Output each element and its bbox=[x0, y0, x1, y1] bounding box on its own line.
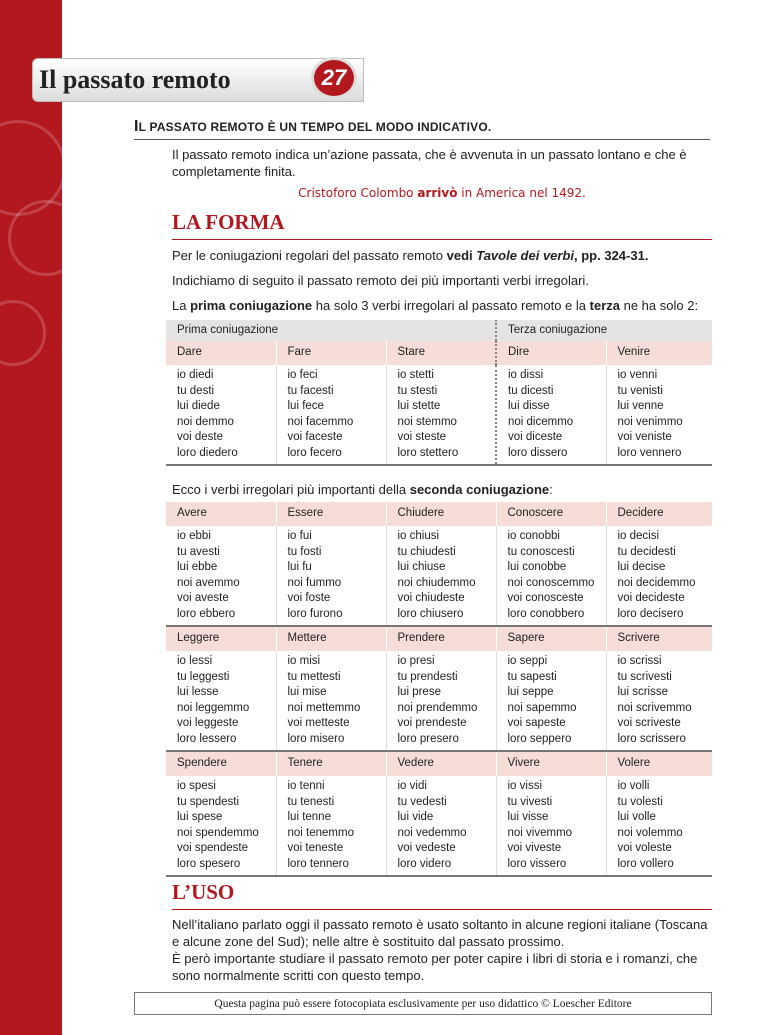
verb-form: loro vissero bbox=[507, 857, 567, 870]
footer-text: Questa pagina può essere fotocopiata esclusivamente per uso didattico © Loescher Editore bbox=[214, 997, 632, 1010]
verb-form: io feci bbox=[287, 369, 318, 381]
verb-forms-cell bbox=[606, 776, 712, 876]
verb-form: lui lesse bbox=[177, 686, 219, 698]
verb-form: tu scrivesti bbox=[617, 670, 672, 683]
verb-form: tu decidesti bbox=[617, 545, 676, 558]
p1-ref-title: Tavole dei verbi bbox=[476, 248, 575, 263]
verb-form: io vissi bbox=[507, 780, 543, 792]
verb-name: Decidere bbox=[606, 502, 712, 526]
verb-form: tu spendesti bbox=[177, 795, 240, 808]
verb-name: Vedere bbox=[386, 751, 496, 776]
verb-form: loro ebbero bbox=[177, 607, 236, 620]
verb-form: lui chiuse bbox=[397, 561, 446, 573]
intro-text: Il passato remoto indica un’azione passata, che è avvenuta in un passato lontano e che è completamente finita. bbox=[172, 147, 687, 179]
verb-form: tu volesti bbox=[617, 795, 663, 808]
verb-form: io misi bbox=[287, 655, 321, 667]
verb-form: lui tenne bbox=[287, 811, 331, 823]
verb-name: Scrivere bbox=[606, 626, 712, 651]
verb-forms-cell bbox=[386, 651, 496, 751]
verb-form: io dissi bbox=[508, 369, 544, 381]
verb-forms-row bbox=[166, 526, 712, 626]
verb-forms-cell bbox=[166, 365, 276, 465]
chapter-badge: 27 bbox=[314, 60, 354, 96]
verb-form: voi aveste bbox=[177, 592, 229, 604]
p1-ref: vedi bbox=[446, 248, 477, 263]
verb-form: voi deste bbox=[177, 431, 224, 443]
verb-form: loro vennero bbox=[617, 446, 682, 459]
verb-form: noi facemmo bbox=[287, 415, 354, 428]
verb-form: voi prendeste bbox=[397, 717, 467, 729]
verb-form: tu chiudesti bbox=[397, 545, 456, 558]
verb-form: loro diedero bbox=[177, 446, 238, 459]
verb-form: noi conoscemmo bbox=[507, 576, 595, 589]
group-first: Prima coniugazione bbox=[166, 320, 496, 341]
verb-name: Mettere bbox=[276, 626, 386, 651]
verb-form: tu leggesti bbox=[177, 670, 230, 683]
verb-form: voi sapeste bbox=[507, 717, 566, 729]
seconda-c: : bbox=[549, 482, 553, 497]
verb-form: tu vivesti bbox=[507, 795, 553, 808]
forma-p2: Indichiamo di seguito il passato remoto dei più importanti verbi irregolari. bbox=[172, 273, 589, 288]
verb-name: Prendere bbox=[386, 626, 496, 651]
p1-ref-pages: , pp. 324-31. bbox=[574, 248, 649, 263]
verb-form: noi sapemmo bbox=[507, 701, 577, 714]
verb-form: loro scrissero bbox=[617, 732, 686, 745]
intro-heading bbox=[134, 118, 710, 140]
decorative-ring bbox=[8, 200, 84, 276]
verb-form: noi vedemmo bbox=[397, 826, 467, 839]
forma-p1 bbox=[172, 247, 712, 264]
verb-form: io seppi bbox=[507, 655, 548, 667]
verb-form: voi leggeste bbox=[177, 717, 239, 729]
verb-form: voi scriveste bbox=[617, 717, 681, 729]
verb-form: loro videro bbox=[397, 857, 452, 870]
verb-header-row bbox=[166, 626, 712, 651]
seconda-intro bbox=[172, 481, 712, 498]
verb-forms-cell bbox=[496, 365, 606, 465]
verb-form: tu dicesti bbox=[508, 384, 554, 397]
verb-name: Venire bbox=[606, 341, 712, 365]
p1-text: Per le coniugazioni regolari del passato remoto bbox=[172, 248, 447, 263]
verb-form: loro conobbero bbox=[507, 607, 585, 620]
verb-form: lui spese bbox=[177, 811, 223, 823]
verb-form: noi spendemmo bbox=[177, 826, 259, 839]
verb-form: noi volemmo bbox=[617, 826, 683, 839]
verb-form: lui vide bbox=[397, 811, 434, 823]
verb-forms-cell bbox=[386, 776, 496, 876]
section-title-uso: L’USO bbox=[172, 880, 235, 904]
verb-form: lui stette bbox=[397, 400, 441, 412]
verb-name: Volere bbox=[606, 751, 712, 776]
verb-form: lui venne bbox=[617, 400, 664, 412]
example-sentence bbox=[172, 186, 712, 200]
side-band bbox=[0, 0, 62, 1035]
verb-form: io ebbi bbox=[177, 530, 211, 542]
verb-name: Spendere bbox=[166, 751, 276, 776]
verb-form: loro seppero bbox=[507, 732, 572, 745]
verb-form: tu tenesti bbox=[287, 795, 335, 808]
verb-form: loro misero bbox=[287, 732, 345, 745]
verb-forms-cell bbox=[496, 526, 606, 626]
verb-form: voi faceste bbox=[287, 431, 343, 443]
verb-forms-cell bbox=[166, 526, 276, 626]
verb-form: io scrissi bbox=[617, 655, 662, 667]
verb-form: noi leggemmo bbox=[177, 701, 250, 714]
verb-name: Fare bbox=[276, 341, 386, 365]
verb-forms-cell bbox=[606, 651, 712, 751]
verb-forms-row bbox=[166, 651, 712, 751]
verb-form: tu stesti bbox=[397, 384, 438, 397]
verb-form: noi avemmo bbox=[177, 576, 240, 589]
verb-form: noi vivemmo bbox=[507, 826, 573, 839]
verb-form: lui fece bbox=[287, 400, 324, 412]
verb-form: lui mise bbox=[287, 686, 327, 698]
verb-form: voi conosceste bbox=[507, 592, 584, 604]
group-row bbox=[166, 320, 712, 341]
verb-form: loro fecero bbox=[287, 446, 342, 459]
verb-name: Dare bbox=[166, 341, 276, 365]
decorative-ring bbox=[0, 300, 46, 366]
verb-form: noi decidemmo bbox=[617, 576, 696, 589]
verb-form: io spesi bbox=[177, 780, 216, 792]
verb-form: lui fu bbox=[287, 561, 312, 573]
verbs-table-2 bbox=[166, 502, 712, 877]
verb-form: io tenni bbox=[287, 780, 325, 792]
verb-form: io volli bbox=[617, 780, 650, 792]
verb-form: voi chiudeste bbox=[397, 592, 465, 604]
verb-form: lui seppe bbox=[507, 686, 554, 698]
verb-form: tu avesti bbox=[177, 545, 220, 558]
verb-forms-cell bbox=[276, 651, 386, 751]
section-rule bbox=[172, 909, 712, 910]
verb-form: voi viveste bbox=[507, 842, 562, 854]
example-verb: arrivò bbox=[417, 186, 458, 200]
verb-form: tu sapesti bbox=[507, 670, 557, 683]
verb-form: lui volle bbox=[617, 811, 656, 823]
verb-form: lui ebbe bbox=[177, 561, 218, 573]
verb-header-row bbox=[166, 502, 712, 526]
example-after: in America nel 1492. bbox=[457, 186, 586, 200]
verb-forms-cell bbox=[166, 651, 276, 751]
verb-form: tu venisti bbox=[617, 384, 663, 397]
verb-form: voi diceste bbox=[508, 431, 563, 443]
p3-a: La bbox=[172, 298, 191, 313]
verb-form: voi decideste bbox=[617, 592, 685, 604]
verb-form: lui disse bbox=[508, 400, 550, 412]
p3-d: terza bbox=[589, 298, 620, 313]
uso-p2: È però importante studiare il passato remoto per poter capire i libri di storia e i romanzi, che sono normalmente scritti con questo tempo. bbox=[172, 951, 698, 983]
verb-name: Vivere bbox=[496, 751, 606, 776]
verb-forms-cell bbox=[606, 526, 712, 626]
verb-form: noi fummo bbox=[287, 576, 342, 589]
verb-forms-cell bbox=[496, 651, 606, 751]
verb-form: loro tennero bbox=[287, 857, 349, 870]
verb-form: tu facesti bbox=[287, 384, 334, 397]
verb-form: io decisi bbox=[617, 530, 660, 542]
verb-form: noi venimmo bbox=[617, 415, 683, 428]
verb-form: loro furono bbox=[287, 607, 343, 620]
verb-form: lui scrisse bbox=[617, 686, 668, 698]
verb-form: tu prendesti bbox=[397, 670, 458, 683]
verb-name: Leggere bbox=[166, 626, 276, 651]
verb-form: io presi bbox=[397, 655, 435, 667]
verb-form: voi spendeste bbox=[177, 842, 248, 854]
p3-b: prima coniugazione bbox=[190, 298, 313, 313]
verb-forms-row bbox=[166, 776, 712, 876]
verb-form: lui diede bbox=[177, 400, 220, 412]
verb-form: noi tenemmo bbox=[287, 826, 354, 839]
verb-form: io stetti bbox=[397, 369, 434, 381]
verb-name: Tenere bbox=[276, 751, 386, 776]
verb-form: lui prese bbox=[397, 686, 441, 698]
example-before: Cristoforo Colombo bbox=[298, 186, 418, 200]
verb-form: tu fosti bbox=[287, 545, 322, 558]
verb-form: io diedi bbox=[177, 369, 214, 381]
verb-form: tu vedesti bbox=[397, 795, 447, 808]
section-title-forma: LA FORMA bbox=[172, 210, 285, 234]
verb-form: loro lessero bbox=[177, 732, 237, 745]
verb-forms-cell bbox=[276, 365, 386, 465]
verb-form: io venni bbox=[617, 369, 658, 381]
verb-form: voi veniste bbox=[617, 431, 672, 443]
heading-rest: L PASSATO REMOTO È UN TEMPO DEL MODO INDICATIVO. bbox=[138, 120, 492, 134]
verb-form: tu mettesti bbox=[287, 670, 341, 683]
verb-form: noi chiudemmo bbox=[397, 576, 476, 589]
verb-form: noi mettemmo bbox=[287, 701, 361, 714]
verb-form: noi stemmo bbox=[397, 415, 457, 428]
verb-forms-cell bbox=[386, 526, 496, 626]
verb-form: noi demmo bbox=[177, 415, 234, 428]
verb-header-row bbox=[166, 751, 712, 776]
group-third: Terza coniugazione bbox=[496, 320, 712, 341]
verb-forms-row bbox=[166, 365, 712, 465]
verb-name: Conoscere bbox=[496, 502, 606, 526]
verbs-table-1 bbox=[166, 320, 712, 466]
verb-forms-cell bbox=[386, 365, 496, 465]
verb-forms-cell bbox=[606, 365, 712, 465]
verb-form: io lessi bbox=[177, 655, 213, 667]
verb-form: voi steste bbox=[397, 431, 447, 443]
verb-form: noi prendemmo bbox=[397, 701, 478, 714]
verb-forms-cell bbox=[276, 526, 386, 626]
verb-form: lui conobbe bbox=[507, 561, 567, 573]
verb-name: Avere bbox=[166, 502, 276, 526]
verb-form: io conobbi bbox=[507, 530, 560, 542]
verb-forms-cell bbox=[166, 776, 276, 876]
verb-name: Essere bbox=[276, 502, 386, 526]
section-rule bbox=[172, 239, 712, 240]
verb-name: Sapere bbox=[496, 626, 606, 651]
page-title: Il passato remoto bbox=[39, 65, 231, 94]
verb-name: Stare bbox=[386, 341, 496, 365]
verb-form: loro dissero bbox=[508, 446, 568, 459]
footer-note bbox=[134, 992, 712, 1015]
verb-name: Dire bbox=[496, 341, 606, 365]
forma-p3 bbox=[172, 297, 712, 314]
verb-form: voi voleste bbox=[617, 842, 672, 854]
verb-form: tu desti bbox=[177, 384, 215, 397]
verb-form: loro vollero bbox=[617, 857, 674, 870]
p3-c: ha solo 3 verbi irregolari al passato remoto e la bbox=[312, 298, 590, 313]
verb-form: io chiusi bbox=[397, 530, 440, 542]
verb-form: noi dicemmo bbox=[508, 415, 574, 428]
verb-form: loro chiusero bbox=[397, 607, 464, 620]
verb-form: io vidi bbox=[397, 780, 427, 792]
verb-form: io fui bbox=[287, 530, 312, 542]
verb-form: loro stettero bbox=[397, 446, 459, 459]
verb-form: loro decisero bbox=[617, 607, 684, 620]
verb-form: voi vedeste bbox=[397, 842, 456, 854]
verb-forms-cell bbox=[276, 776, 386, 876]
verb-form: loro presero bbox=[397, 732, 459, 745]
verb-form: lui visse bbox=[507, 811, 549, 823]
verb-form: tu conoscesti bbox=[507, 545, 575, 558]
verb-forms-cell bbox=[496, 776, 606, 876]
seconda-a: Ecco i verbi irregolari più importanti della bbox=[172, 482, 410, 497]
seconda-b: seconda coniugazione bbox=[409, 482, 550, 497]
verb-form: lui decise bbox=[617, 561, 666, 573]
verb-name: Chiudere bbox=[386, 502, 496, 526]
verb-form: noi scrivemmo bbox=[617, 701, 692, 714]
uso-p1: Nell’italiano parlato oggi il passato remoto è usato soltanto in alcune regioni italiane (Toscana e alcune zone del Sud); nelle altre è sostituito dal passato prossimo. bbox=[172, 917, 708, 949]
verb-form: loro spesero bbox=[177, 857, 241, 870]
verb-form: voi foste bbox=[287, 592, 331, 604]
heading-initial: I bbox=[134, 118, 139, 135]
verb-form: voi teneste bbox=[287, 842, 344, 854]
p3-e: ne ha solo 2: bbox=[620, 298, 699, 313]
verb-form: voi metteste bbox=[287, 717, 350, 729]
verb-header-row bbox=[166, 341, 712, 365]
